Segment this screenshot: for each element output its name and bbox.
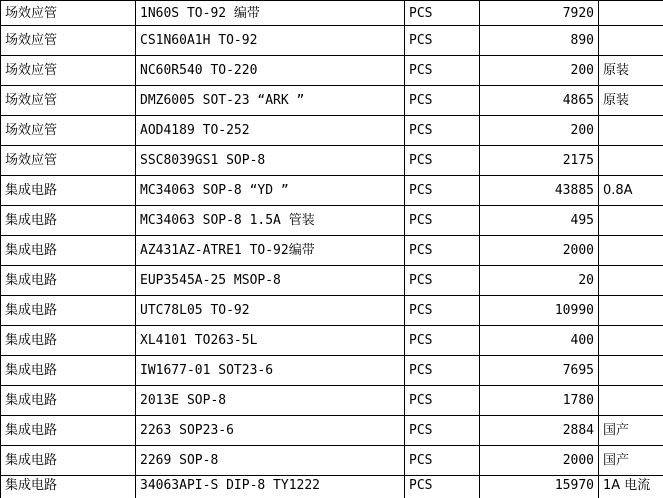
table-row: [1, 1, 663, 26]
cell-quantity: 2884: [480, 416, 599, 446]
cell-category: 场效应管: [1, 116, 136, 146]
table-row: [1, 266, 663, 296]
cell-note: [599, 356, 663, 386]
cell-unit: PCS: [405, 326, 480, 356]
cell-note: 原装: [599, 56, 663, 86]
table-row: [1, 446, 663, 476]
cell-quantity: 890: [480, 26, 599, 56]
table-row: [1, 176, 663, 206]
cell-category: 集成电路: [1, 326, 136, 356]
cell-category: 集成电路: [1, 206, 136, 236]
cell-note: [599, 116, 663, 146]
cell-unit: PCS: [405, 146, 480, 176]
cell-unit: PCS: [405, 176, 480, 206]
cell-category: 集成电路: [1, 266, 136, 296]
cell-unit: PCS: [405, 56, 480, 86]
cell-unit: PCS: [405, 356, 480, 386]
cell-note: 0.8A: [599, 176, 663, 206]
table-row: [1, 146, 663, 176]
table-row: [1, 236, 663, 266]
cell-description: AZ431AZ-ATRE1 TO-92编带: [136, 236, 405, 266]
cell-quantity: 15970: [480, 476, 599, 498]
cell-quantity: 7920: [480, 1, 599, 26]
table-row: [1, 356, 663, 386]
cell-unit: PCS: [405, 476, 480, 498]
cell-unit: PCS: [405, 206, 480, 236]
cell-note: 原装: [599, 86, 663, 116]
cell-note: [599, 146, 663, 176]
cell-description: NC60R540 TO-220: [136, 56, 405, 86]
cell-note: [599, 296, 663, 326]
table-row: [1, 296, 663, 326]
cell-quantity: 43885: [480, 176, 599, 206]
cell-category: 场效应管: [1, 86, 136, 116]
table-row: [1, 476, 663, 498]
cell-category: 集成电路: [1, 416, 136, 446]
cell-quantity: 200: [480, 56, 599, 86]
table-row: [1, 116, 663, 146]
cell-category: 集成电路: [1, 476, 136, 498]
cell-quantity: 4865: [480, 86, 599, 116]
cell-note: 国产: [599, 446, 663, 476]
cell-unit: PCS: [405, 446, 480, 476]
cell-description: XL4101 TO263-5L: [136, 326, 405, 356]
cell-category: 集成电路: [1, 236, 136, 266]
table-row: [1, 86, 663, 116]
cell-unit: PCS: [405, 296, 480, 326]
cell-quantity: 495: [480, 206, 599, 236]
cell-quantity: 10990: [480, 296, 599, 326]
cell-quantity: 7695: [480, 356, 599, 386]
cell-note: [599, 206, 663, 236]
cell-description: MC34063 SOP-8 1.5A 管装: [136, 206, 405, 236]
cell-category: 集成电路: [1, 386, 136, 416]
cell-description: 2263 SOP23-6: [136, 416, 405, 446]
cell-quantity: 2000: [480, 236, 599, 266]
cell-category: 集成电路: [1, 296, 136, 326]
cell-description: SSC8039GS1 SOP-8: [136, 146, 405, 176]
cell-note: [599, 26, 663, 56]
cell-description: IW1677-01 SOT23-6: [136, 356, 405, 386]
cell-note: [599, 1, 663, 26]
cell-description: 34063API-S DIP-8 TY1222: [136, 476, 405, 498]
cell-description: 1N60S TO-92 编带: [136, 1, 405, 26]
cell-quantity: 2175: [480, 146, 599, 176]
table-row: [1, 26, 663, 56]
cell-description: 2269 SOP-8: [136, 446, 405, 476]
cell-unit: PCS: [405, 236, 480, 266]
cell-category: 集成电路: [1, 446, 136, 476]
inventory-table-body: [1, 1, 663, 498]
cell-category: 场效应管: [1, 26, 136, 56]
cell-description: AOD4189 TO-252: [136, 116, 405, 146]
cell-note: 1A 电流: [599, 476, 663, 498]
cell-description: CS1N60A1H TO-92: [136, 26, 405, 56]
cell-category: 集成电路: [1, 176, 136, 206]
table-row: [1, 56, 663, 86]
cell-category: 集成电路: [1, 356, 136, 386]
cell-unit: PCS: [405, 416, 480, 446]
cell-category: 场效应管: [1, 56, 136, 86]
table-row: [1, 386, 663, 416]
cell-note: [599, 266, 663, 296]
table-row: [1, 326, 663, 356]
cell-quantity: 1780: [480, 386, 599, 416]
cell-quantity: 20: [480, 266, 599, 296]
cell-unit: PCS: [405, 386, 480, 416]
cell-note: [599, 236, 663, 266]
cell-description: MC34063 SOP-8 “YD ”: [136, 176, 405, 206]
cell-unit: PCS: [405, 266, 480, 296]
cell-quantity: 2000: [480, 446, 599, 476]
cell-description: 2013E SOP-8: [136, 386, 405, 416]
cell-description: DMZ6005 SOT-23 “ARK ”: [136, 86, 405, 116]
cell-category: 场效应管: [1, 1, 136, 26]
cell-unit: PCS: [405, 1, 480, 26]
cell-unit: PCS: [405, 86, 480, 116]
cell-category: 场效应管: [1, 146, 136, 176]
cell-note: [599, 386, 663, 416]
table-row: [1, 416, 663, 446]
cell-description: UTC78L05 TO-92: [136, 296, 405, 326]
cell-note: [599, 326, 663, 356]
table-row: [1, 206, 663, 236]
cell-description: EUP3545A-25 MSOP-8: [136, 266, 405, 296]
cell-note: 国产: [599, 416, 663, 446]
cell-unit: PCS: [405, 26, 480, 56]
cell-unit: PCS: [405, 116, 480, 146]
cell-quantity: 400: [480, 326, 599, 356]
cell-quantity: 200: [480, 116, 599, 146]
